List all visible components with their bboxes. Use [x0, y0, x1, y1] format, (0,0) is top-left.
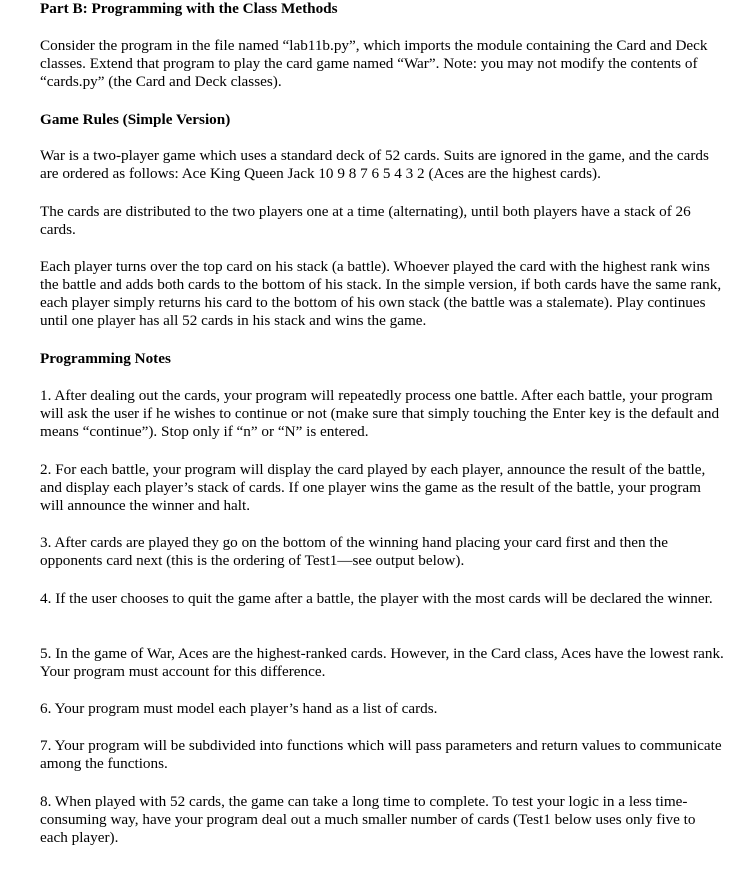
- rules-paragraph-2: The cards are distributed to the two players one at a time (alternating), until both players have a stack of 26 cards.: [40, 203, 691, 238]
- rules-heading: Game Rules (Simple Version): [40, 111, 231, 128]
- note-item-3: 3. After cards are played they go on the bottom of the winning hand placing your card first and then the opponents card next (this is the ordering of Test1—see output below).: [40, 534, 668, 569]
- notes-heading: Programming Notes: [40, 350, 171, 367]
- rules-paragraph-3: Each player turns over the top card on his stack (a battle). Whoever played the card with the highest rank wins the battle and adds both cards to the bottom of his stack. In the simple version, if both cards have the same rank, each player simply returns his card to the bottom of his own stack (the battle was a stalemate). Play continues until one player has all 52 cards in his stack and wins the game.: [40, 258, 722, 329]
- note-item-8: 8. When played with 52 cards, the game can take a long time to complete. To test your logic in a less time-consuming way, have your program deal out a much smaller number of cards (Test1 below uses only five to each player).: [40, 793, 696, 846]
- note-item-6: 6. Your program must model each player’s hand as a list of cards.: [40, 700, 438, 717]
- note-item-2: 2. For each battle, your program will display the card played by each player, announce the result of the battle, and display each player’s stack of cards. If one player wins the game as the result of the battle, your program will announce the winner and halt.: [40, 461, 706, 514]
- note-item-1: 1. After dealing out the cards, your program will repeatedly process one battle. After each battle, your program will ask the user if he wishes to continue or not (make sure that simply touching the Enter key is the default and means “continue”). Stop only if “n” or “N” is entered.: [40, 387, 720, 440]
- part-title: Part B: Programming with the Class Methods: [40, 0, 338, 17]
- note-item-7: 7. Your program will be subdivided into functions which will pass parameters and return values to communicate among the functions.: [40, 737, 722, 772]
- note-item-4: 4. If the user chooses to quit the game after a battle, the player with the most cards will be declared the winner.: [40, 590, 713, 607]
- rules-paragraph-1: War is a two-player game which uses a standard deck of 52 cards. Suits are ignored in the game, and the cards are ordered as follows: Ace King Queen Jack 10 9 8 7 6 5 4 3 2 (Aces are the highest cards).: [40, 147, 709, 182]
- note-item-5: 5. In the game of War, Aces are the highest-ranked cards. However, in the Card class, Aces have the lowest rank. Your program must account for this difference.: [40, 645, 724, 680]
- intro-paragraph: Consider the program in the file named “lab11b.py”, which imports the module containing the Card and Deck classes. Extend that program to play the card game named “War”. Note: you may not modify the contents of “cards.py” (the Card and Deck classes).: [40, 37, 708, 90]
